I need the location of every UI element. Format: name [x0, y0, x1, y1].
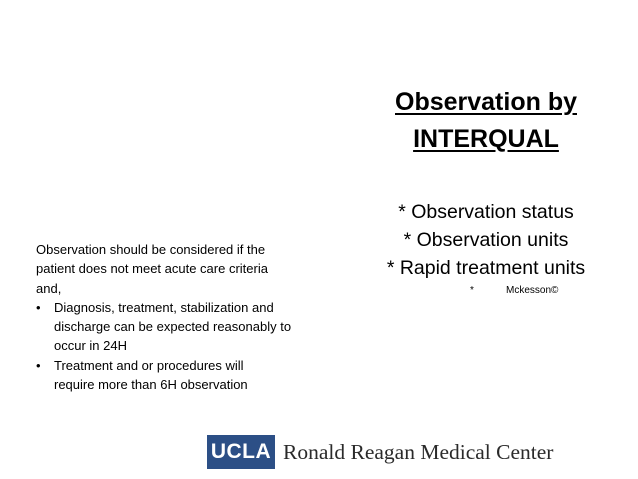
footnote-text: Mckesson© — [506, 285, 559, 296]
bullet-2-line-1: Treatment and or procedures will — [54, 357, 244, 373]
bullet-2-text — [54, 356, 336, 395]
bullet-2-line-2: require more than 6H observation — [54, 377, 248, 393]
intro-line-2: patient does not meet acute care criteria — [36, 261, 268, 277]
medical-center-name: Ronald Reagan Medical Center — [283, 439, 554, 464]
bullet-dot: • — [36, 299, 41, 315]
title-line-1: Observation by — [395, 88, 577, 116]
criteria-bullet-2 — [36, 356, 336, 395]
ucla-logo-box: UCLA — [207, 435, 275, 469]
intro-line-3: and, — [36, 280, 62, 296]
footnote-asterisk: * — [470, 285, 474, 296]
intro-line-1: Observation should be considered if the — [36, 242, 266, 257]
criteria-bullet-1 — [36, 298, 336, 356]
bullet-dot: • — [36, 357, 41, 373]
status-item-rapid-treatment-units: * Rapid treatment units — [386, 257, 586, 279]
ucla-ronald-reagan-logo — [207, 435, 553, 469]
bullet-1-text — [54, 298, 336, 356]
source-footnote — [470, 284, 558, 298]
slide-title — [360, 84, 612, 158]
status-item-observation-status: * Observation status — [398, 201, 574, 223]
bullet-1-line-3: occur in 24H — [54, 338, 127, 354]
observation-types-list — [350, 198, 622, 282]
status-item-observation-units: * Observation units — [403, 229, 569, 251]
title-line-2: INTERQUAL — [413, 125, 559, 153]
observation-criteria-text — [36, 240, 336, 394]
bullet-1-line-1: Diagnosis, treatment, stabilization and — [54, 299, 274, 315]
bullet-1-line-2: discharge can be expected reasonably to — [54, 319, 292, 335]
